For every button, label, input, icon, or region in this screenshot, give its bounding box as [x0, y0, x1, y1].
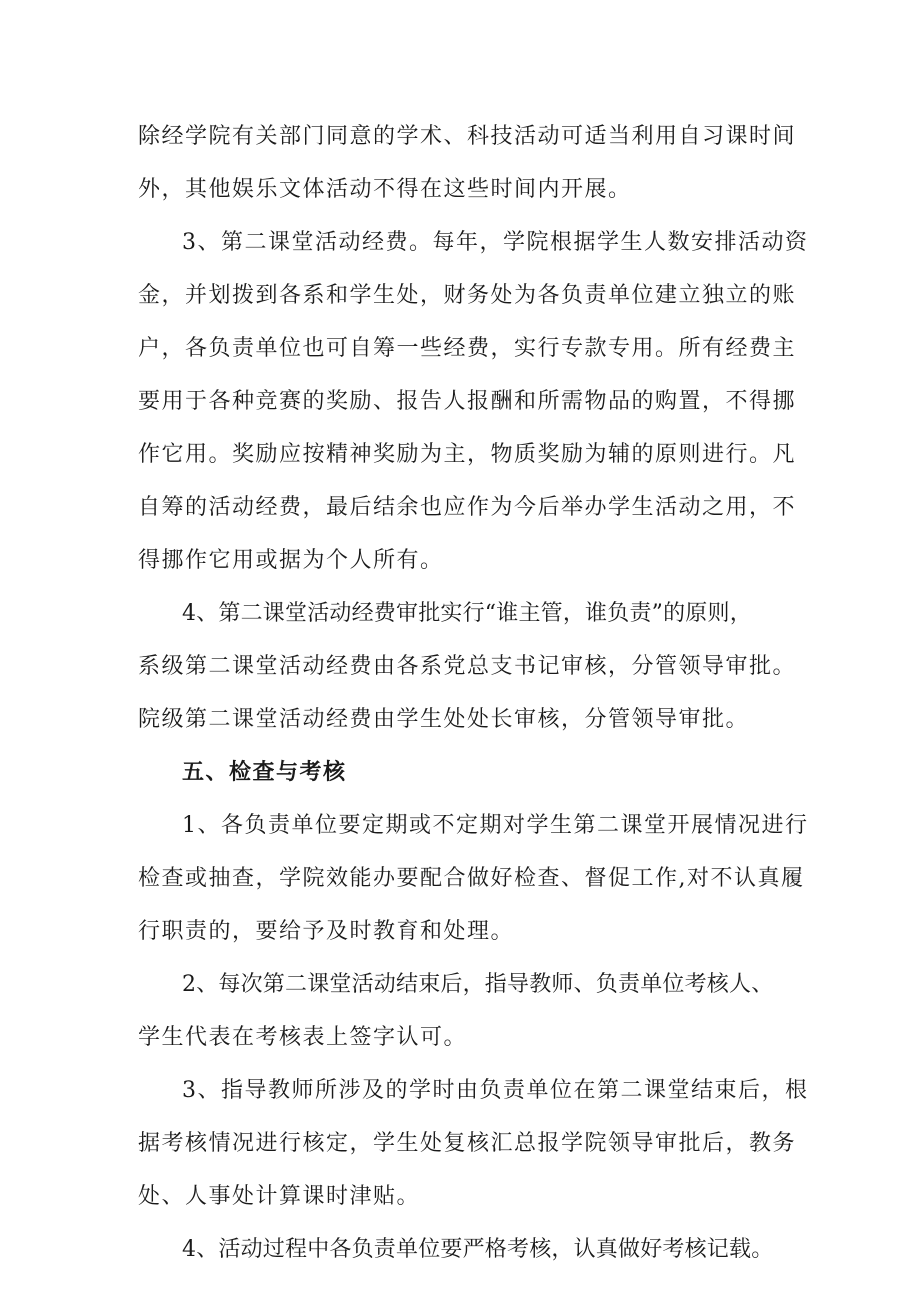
text-line: 自筹的活动经费，最后结余也应作为今后举办学生活动之用，不 [138, 495, 797, 520]
paragraph-continuation [138, 110, 818, 216]
text-line: 3、第二课堂活动经费。每年，学院根据学生人数安排活动资 [182, 230, 809, 255]
text-line: 1、各负责单位要定期或不定期对学生第二课堂开展情况进行 [182, 813, 809, 838]
text-line: 4、活动过程中各负责单位要严格考核，认真做好考核记载。 [182, 1237, 774, 1262]
text-line: 处、人事处计算课时津贴。 [138, 1184, 421, 1209]
text-line: 院级第二课堂活动经费由学生处处长审核，分管领导审批。 [138, 707, 750, 732]
document-page [138, 110, 818, 1276]
section-item-1 [138, 799, 818, 958]
text-line: 学生代表在考核表上签字认可。 [138, 1025, 468, 1050]
text-line: 外，其他娱乐文体活动不得在这些时间内开展。 [138, 177, 632, 202]
text-line: 金，并划拨到各系和学生处，财务处为各负责单位建立独立的账 [138, 283, 797, 308]
text-line: 3、指导教师所涉及的学时由负责单位在第二课堂结束后，根 [182, 1078, 809, 1103]
text-line: 2、每次第二课堂活动结束后，指导教师、负责单位考核人、 [182, 972, 774, 997]
paragraph-item-3-funding [138, 216, 818, 587]
section-item-3 [138, 1064, 818, 1223]
paragraph-item-4-approval [138, 587, 818, 746]
text-line: 户，各负责单位也可自筹一些经费，实行专款专用。所有经费主 [138, 336, 797, 361]
text-line: 行职责的，要给予及时教育和处理。 [138, 919, 515, 944]
text-line: 系级第二课堂活动经费由各系党总支书记审核，分管领导审批。 [138, 654, 797, 679]
section-item-2 [138, 958, 818, 1064]
text-line: 检查或抽查，学院效能办要配合做好检查、督促工作,对不认真履 [138, 866, 805, 891]
section-heading: 五、检查与考核 [182, 760, 347, 785]
text-line: 除经学院有关部门同意的学术、科技活动可适当利用自习课时间 [138, 124, 797, 149]
section-item-4 [138, 1223, 818, 1276]
text-line: 作它用。奖励应按精神奖励为主，物质奖励为辅的原则进行。凡 [138, 442, 797, 467]
text-line: 据考核情况进行核定，学生处复核汇总报学院领导审批后，教务 [138, 1131, 797, 1156]
text-line: 要用于各种竞赛的奖励、报告人报酬和所需物品的购置，不得挪 [138, 389, 797, 414]
text-line: 得挪作它用或据为个人所有。 [138, 548, 444, 573]
text-line: 4、第二课堂活动经费审批实行“谁主管，谁负责”的原则， [182, 601, 752, 626]
